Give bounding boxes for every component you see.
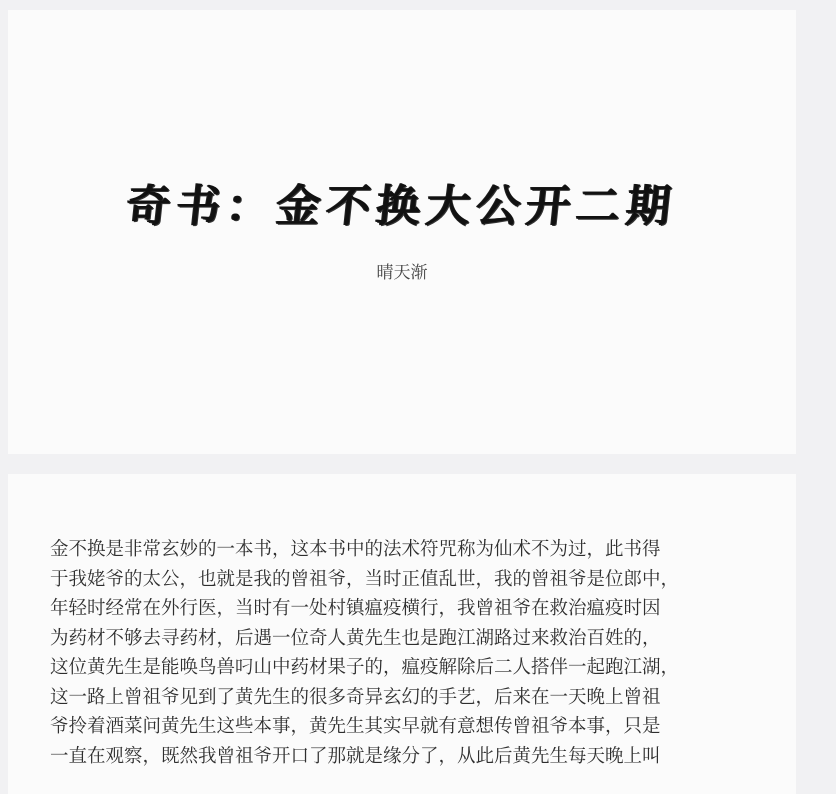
author-name: 晴天渐 bbox=[376, 263, 428, 283]
paragraph-line: 这位黄先生是能唤鸟兽叼山中药材果子的，瘟疫解除后二人搭伴一起跑江湖， bbox=[50, 657, 680, 678]
article-card bbox=[8, 474, 796, 794]
paragraph-line: 为药材不够去寻药材，后遇一位奇人黄先生也是跑江湖路过来救治百姓的， bbox=[50, 627, 661, 649]
article-paragraph bbox=[50, 535, 780, 771]
paragraph-line: 于我姥爷的太公，也就是我的曾祖爷，当时正值乱世，我的曾祖爷是位郎中， bbox=[50, 568, 680, 590]
book-title: 奇书：金不换大公开二期 bbox=[123, 181, 680, 232]
paragraph-line: 这一路上曾祖爷见到了黄先生的很多奇异玄幻的手艺，后来在一天晚上曾祖 bbox=[50, 686, 661, 708]
paragraph-line: 年轻时经常在外行医，当时有一处村镇瘟疫横行，我曾祖爷在救治瘟疫时因 bbox=[50, 598, 661, 619]
title-card bbox=[8, 10, 796, 454]
paragraph-line: 爷拎着酒菜问黄先生这些本事，黄先生其实早就有意想传曾祖爷本事，只是 bbox=[50, 716, 661, 737]
paragraph-line: 金不换是非常玄妙的一本书，这本书中的法术符咒称为仙术不为过，此书得 bbox=[50, 539, 661, 560]
paragraph-line: 一直在观察，既然我曾祖爷开口了那就是缘分了，从此后黄先生每天晚上叫 bbox=[50, 745, 661, 767]
